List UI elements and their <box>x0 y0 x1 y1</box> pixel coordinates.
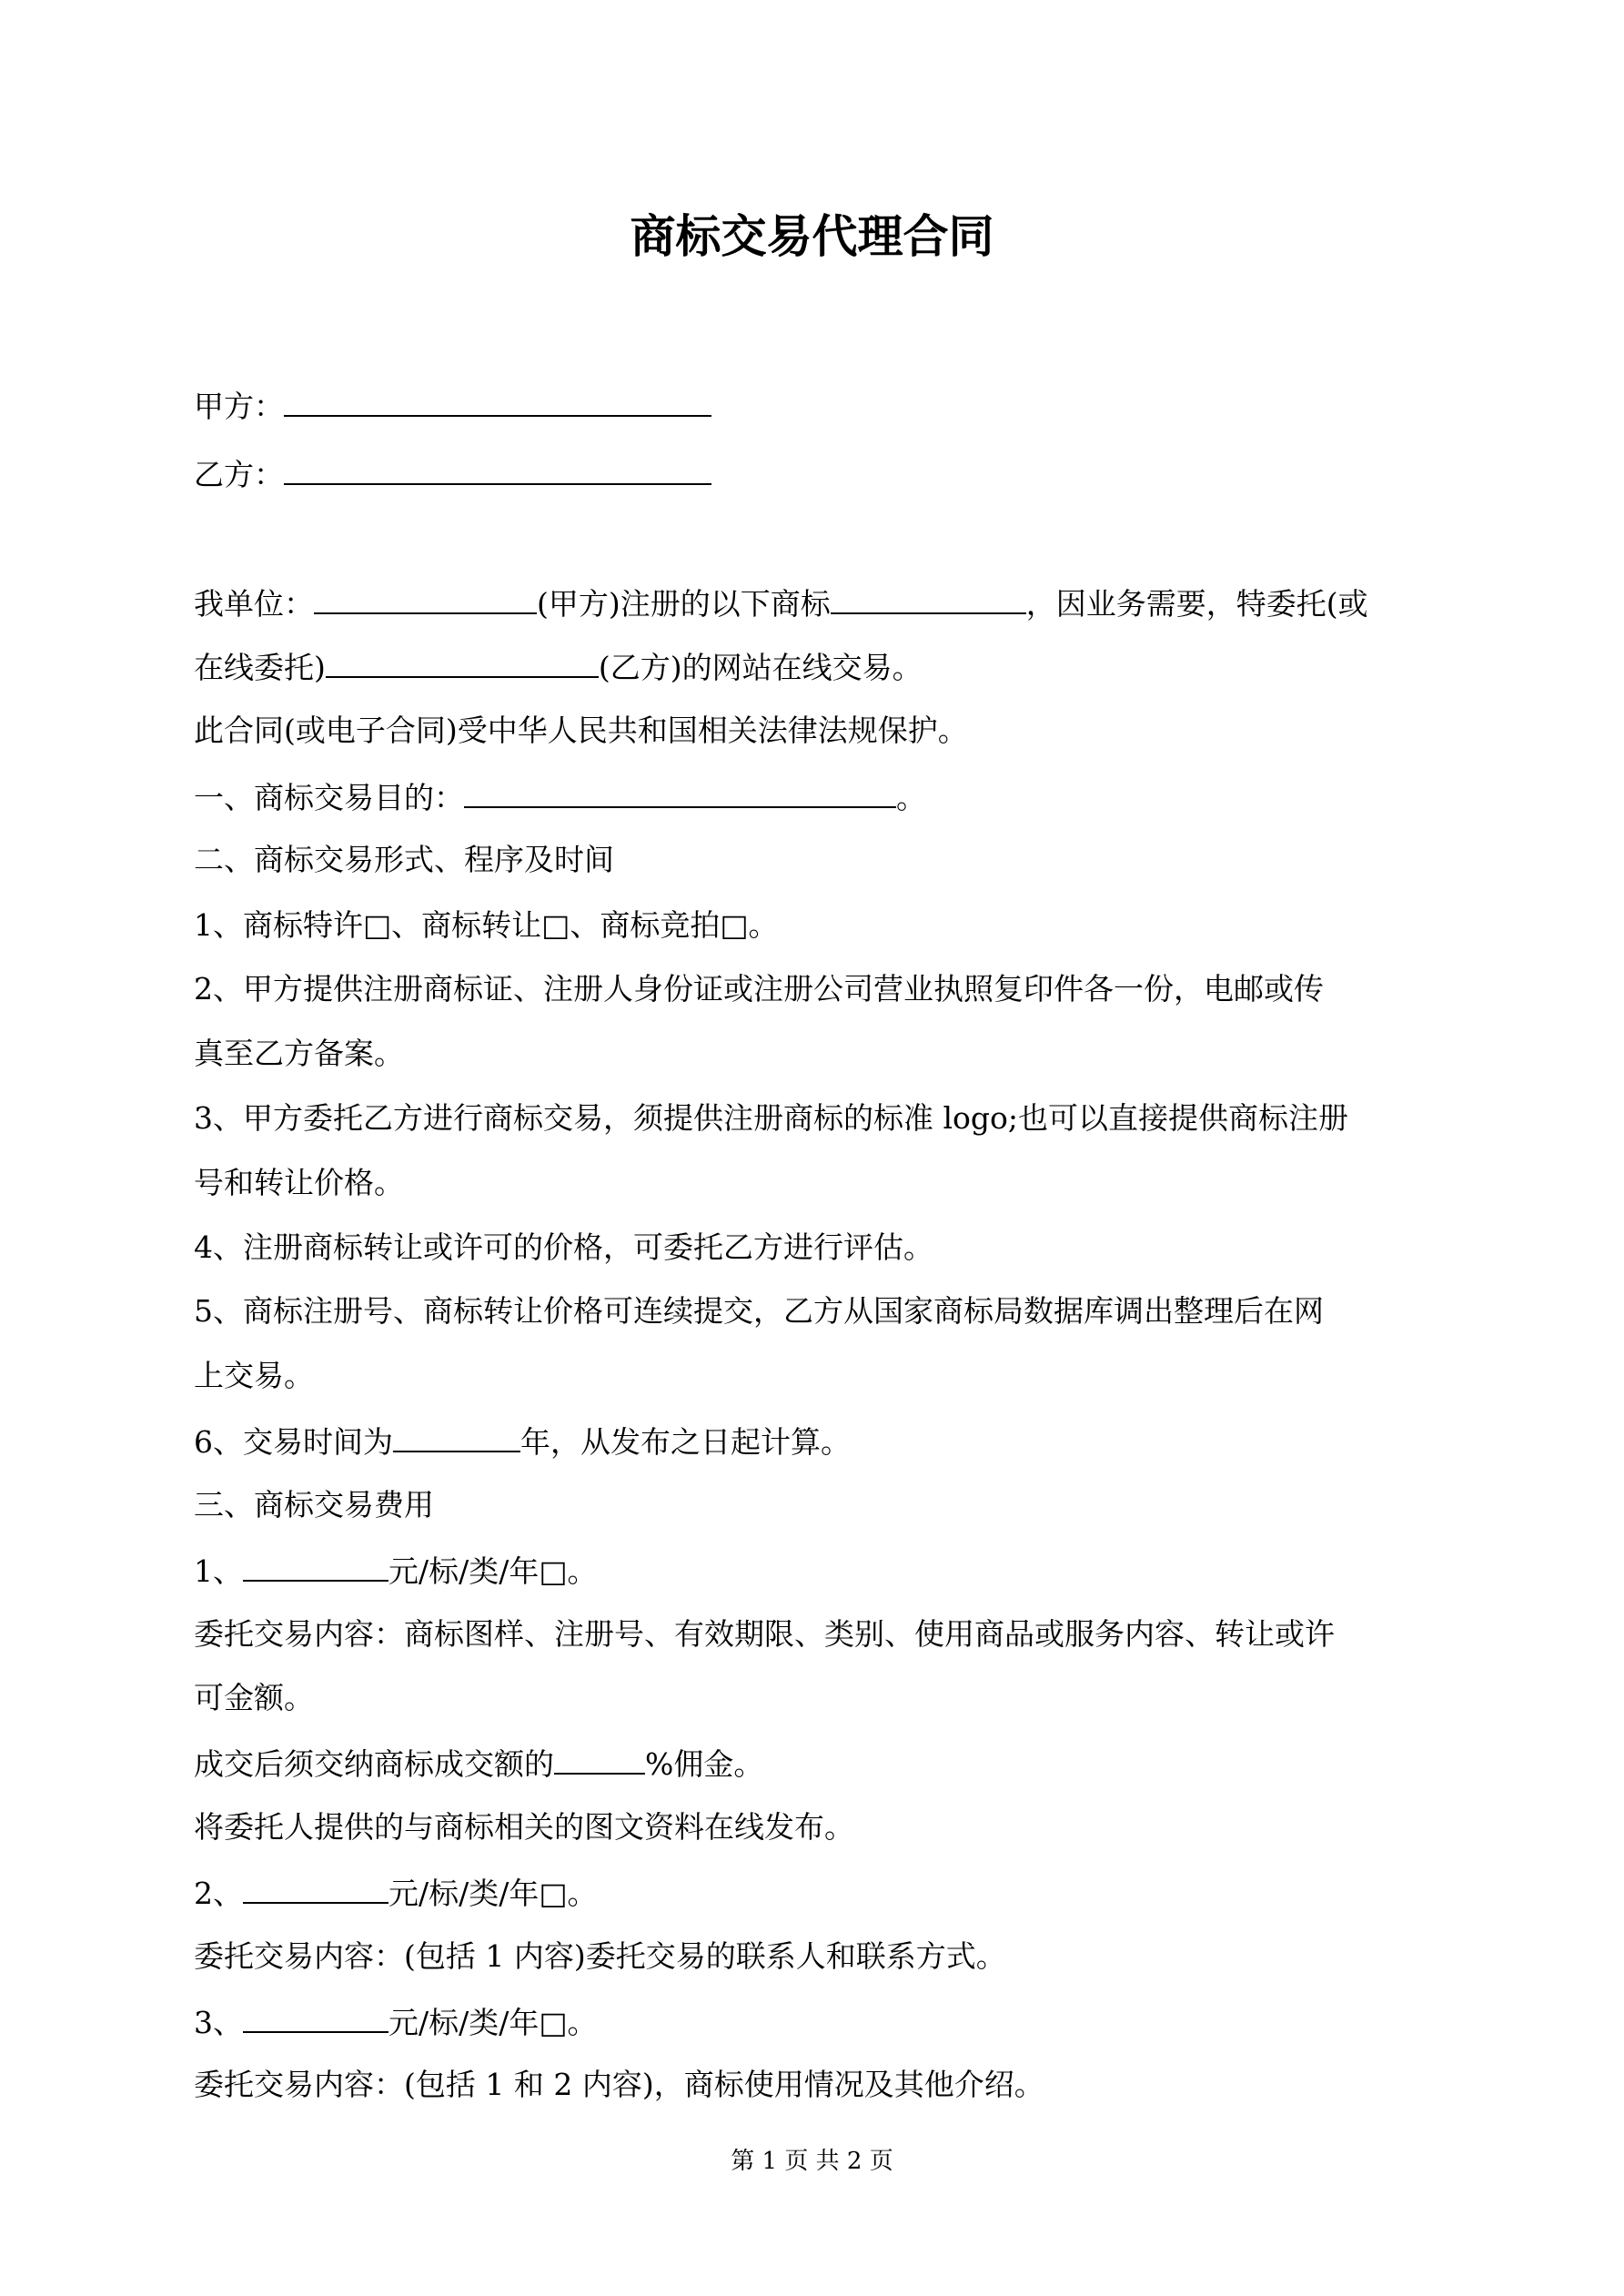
fee-unit: 元/标/类/年□。 <box>388 2005 598 2040</box>
page-footer: 第 1 页 共 2 页 <box>731 2148 893 2175</box>
commission-text: 成交后须交纳商标成交额的 <box>194 1746 554 1782</box>
fee-2-line <box>194 1869 1458 1917</box>
fee-unit: 元/标/类/年□。 <box>388 1876 598 1911</box>
fee-1-content-cont: 可金额。 <box>194 1680 314 1715</box>
fee-2-content: 委托交易内容：(包括 1 内容)委托交易的联系人和联系方式。 <box>194 1938 1006 1974</box>
trademark-name-blank <box>831 580 1026 614</box>
trademark-owner-blank <box>314 580 537 614</box>
party-a-label: 甲方： <box>194 389 284 424</box>
fee-1-content: 委托交易内容：商标图样、注册号、有效期限、类别、使用商品或服务内容、转让或许 <box>194 1616 1335 1652</box>
section-2-item-1: 1、商标特许□、商标转让□、商标竞拍□。 <box>194 907 779 943</box>
protection-clause: 此合同(或电子合同)受中华人民共和国相关法律法规保护。 <box>194 713 968 748</box>
fee-1-blank <box>243 1547 388 1582</box>
section-2-item-2-cont: 真至乙方备案。 <box>194 1036 404 1071</box>
intro-line-1 <box>194 580 1458 627</box>
party-b-label: 乙方： <box>194 457 284 492</box>
agent-blank <box>326 643 599 678</box>
intro-text: 在线委托) <box>194 650 326 685</box>
section-2-item-5: 5、商标注册号、商标转让价格可连续提交，乙方从国家商标局数据库调出整理后在网 <box>194 1293 1324 1329</box>
party-a-line <box>194 382 1458 430</box>
publish-line: 将委托人提供的与商标相关的图文资料在线发布。 <box>194 1809 854 1845</box>
section-2-item-6 <box>194 1418 1458 1465</box>
section-2-item-3: 3、甲方委托乙方进行商标交易，须提供注册商标的标准 logo;也可以直接提供商标注册 <box>194 1100 1349 1136</box>
section-2-heading: 二、商标交易形式、程序及时间 <box>194 842 614 877</box>
section-2-item-4: 4、注册商标转让或许可的价格，可委托乙方进行评估。 <box>194 1229 933 1265</box>
section-2-item-5-cont: 上交易。 <box>194 1358 314 1393</box>
item-6-text: 年，从发布之日起计算。 <box>520 1424 851 1460</box>
fee-2-number: 2、 <box>194 1876 243 1911</box>
intro-line-2 <box>194 643 1458 691</box>
section-1-label: 一、商标交易目的： <box>194 780 464 815</box>
section-1-end: 。 <box>896 780 926 815</box>
fee-2-blank <box>243 1869 388 1904</box>
commission-blank <box>554 1740 645 1775</box>
purpose-blank <box>464 774 896 808</box>
section-3-heading: 三、商标交易费用 <box>194 1487 434 1522</box>
fee-3-blank <box>243 1998 388 2033</box>
fee-3-number: 3、 <box>194 2005 243 2040</box>
party-b-blank <box>284 450 711 485</box>
party-b-line <box>194 450 1458 498</box>
intro-text: (乙方)的网站在线交易。 <box>598 650 923 685</box>
intro-text: (甲方)注册的以下商标 <box>537 586 831 622</box>
fee-3-content: 委托交易内容：(包括 1 和 2 内容)，商标使用情况及其他介绍。 <box>194 2067 1044 2102</box>
section-2-item-2: 2、甲方提供注册商标证、注册人身份证或注册公司营业执照复印件各一份，电邮或传 <box>194 971 1324 1006</box>
fee-1-line <box>194 1547 1458 1594</box>
fee-1-number: 1、 <box>194 1553 243 1589</box>
section-1-line <box>194 774 1458 821</box>
item-6-text: 6、交易时间为 <box>194 1424 393 1460</box>
party-a-blank <box>284 382 711 417</box>
fee-unit: 元/标/类/年□。 <box>388 1553 598 1589</box>
commission-text: %佣金。 <box>645 1746 764 1782</box>
intro-text: 我单位： <box>194 586 314 622</box>
fee-3-line <box>194 1998 1458 2046</box>
section-2-item-3-cont: 号和转让价格。 <box>194 1165 404 1200</box>
intro-text: ，因业务需要，特委托(或 <box>1025 586 1368 622</box>
duration-blank <box>393 1418 520 1452</box>
document-title: 商标交易代理合同 <box>630 210 994 263</box>
commission-line <box>194 1740 1458 1787</box>
